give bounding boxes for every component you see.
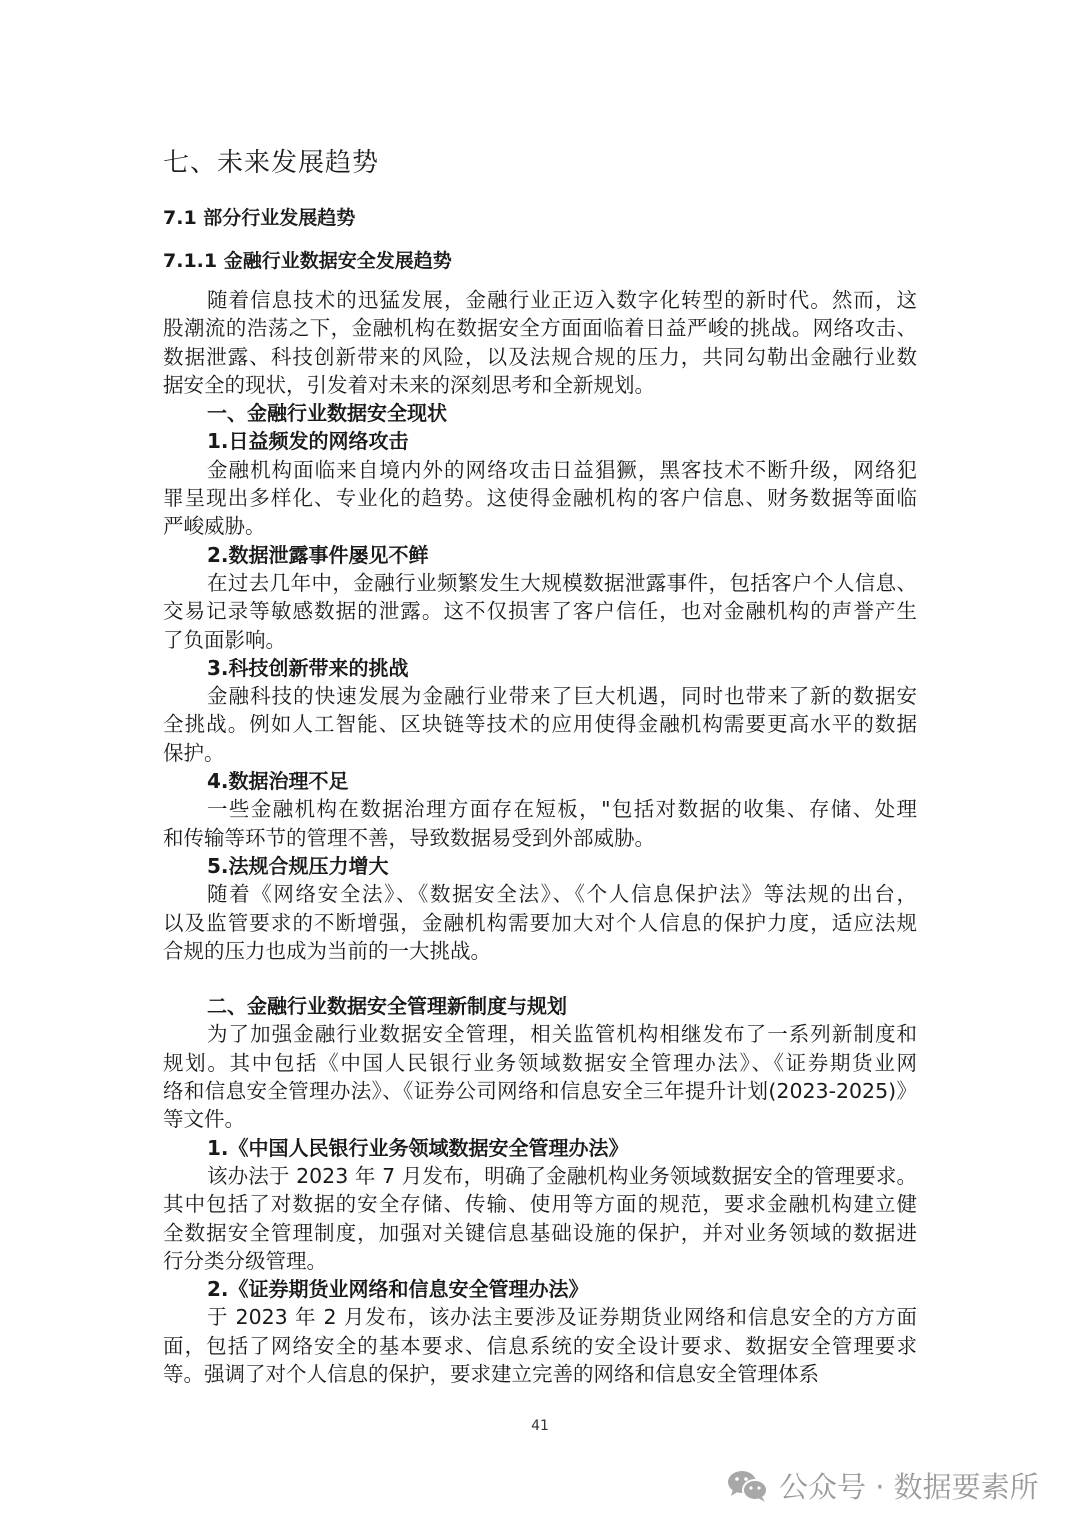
body-text xyxy=(163,286,917,1388)
part2-heading: 二、金融行业数据安全管理新制度与规划 xyxy=(207,994,567,1019)
text-line: 其中包括了对数据的安全存储、传输、使用等方面的规范，要求金融机构建立健 xyxy=(163,1192,917,1217)
paragraph-gap xyxy=(163,965,917,992)
text-line: 金融科技的快速发展为金融行业带来了巨大机遇，同时也带来了新的数据安 xyxy=(207,684,917,709)
text-line: 在过去几年中，金融行业频繁发生大规模数据泄露事件，包括客户个人信息、 xyxy=(207,570,917,595)
wechat-icon xyxy=(727,1469,769,1503)
text-line: 据安全的现状，引发着对未来的深刻思考和全新规划。 xyxy=(163,372,655,397)
text-line: 数据泄露、科技创新带来的风险，以及法规合规的压力，共同勾勒出金融行业数 xyxy=(163,344,917,369)
text-line: 面，包括了网络安全的基本要求、信息系统的安全设计要求、数据安全管理要求 xyxy=(163,1333,917,1358)
text-line: 和传输等环节的管理不善，导致数据易受到外部威胁。 xyxy=(163,825,655,850)
text-line: 以及监管要求的不断增强，金融机构需要加大对个人信息的保护力度，适应法规 xyxy=(163,910,917,935)
watermark xyxy=(727,1465,1039,1506)
text-line: 等。强调了对个人信息的保护，要求建立完善的网络和信息安全管理体系 xyxy=(163,1361,819,1386)
item-heading: 2.《证券期货业网络和信息安全管理办法》 xyxy=(207,1277,589,1302)
item-heading: 4.数据治理不足 xyxy=(207,769,349,794)
text-line: 规划。其中包括《中国人民银行业务领域数据安全管理办法》、《证券期货业网 xyxy=(163,1050,917,1075)
text-line: 为了加强金融行业数据安全管理，相关监管机构相继发布了一系列新制度和 xyxy=(207,1022,917,1047)
text-line: 行分类分级管理。 xyxy=(163,1248,327,1273)
item-heading: 5.法规合规压力增大 xyxy=(207,853,389,878)
text-line: 络和信息安全管理办法》、《证券公司网络和信息安全三年提升计划(2023-2025)》 xyxy=(163,1079,917,1104)
text-line: 全挑战。例如人工智能、区块链等技术的应用使得金融机构需要更高水平的数据 xyxy=(163,712,917,737)
text-line: 股潮流的浩荡之下，金融机构在数据安全方面面临着日益严峻的挑战。网络攻击、 xyxy=(163,316,917,341)
text-line: 了负面影响。 xyxy=(163,627,286,652)
text-line: 于 2023 年 2 月发布，该办法主要涉及证券期货业网络和信息安全的方方面 xyxy=(207,1305,917,1330)
text-line: 严峻威胁。 xyxy=(163,514,266,539)
text-line: 全数据安全管理制度，加强对关键信息基础设施的保护，并对业务领域的数据进 xyxy=(163,1220,917,1245)
text-line: 随着信息技术的迅猛发展，金融行业正迈入数字化转型的新时代。然而，这 xyxy=(207,288,917,312)
text-line: 随着《网络安全法》、《数据安全法》、《个人信息保护法》等法规的出台， xyxy=(207,882,917,907)
text-line: 金融机构面临来自境内外的网络攻击日益猖獗，黑客技术不断升级，网络犯 xyxy=(207,457,917,482)
item-heading: 2.数据泄露事件屡见不鲜 xyxy=(207,542,429,567)
item-heading: 3.科技创新带来的挑战 xyxy=(207,655,409,680)
text-line: 该办法于 2023 年 7 月发布，明确了金融机构业务领域数据安全的管理要求。 xyxy=(207,1163,917,1188)
item-heading: 1.日益频发的网络攻击 xyxy=(207,429,409,454)
text-line: 一些金融机构在数据治理方面存在短板，"包括对数据的收集、存储、处理 xyxy=(207,797,917,822)
text-line: 合规的压力也成为当前的一大挑战。 xyxy=(163,938,491,963)
part1-heading: 一、金融行业数据安全现状 xyxy=(207,401,447,426)
text-line: 保护。 xyxy=(163,740,225,765)
chapter-title: 七、未来发展趋势 xyxy=(163,148,380,178)
intro-paragraph xyxy=(163,286,917,399)
item-heading: 1.《中国人民银行业务领域数据安全管理办法》 xyxy=(207,1135,629,1160)
section-heading: 7.1 部分行业发展趋势 xyxy=(163,207,356,229)
text-line: 交易记录等敏感数据的泄露。这不仅损害了客户信任，也对金融机构的声誉产生 xyxy=(163,599,917,624)
page-number: 41 xyxy=(531,1418,549,1434)
subsection-heading: 7.1.1 金融行业数据安全发展趋势 xyxy=(163,250,452,272)
text-line: 罪呈现出多样化、专业化的趋势。这使得金融机构的客户信息、财务数据等面临 xyxy=(163,486,917,511)
watermark-text: 公众号 · 数据要素所 xyxy=(779,1470,1039,1504)
text-line: 等文件。 xyxy=(163,1107,245,1132)
